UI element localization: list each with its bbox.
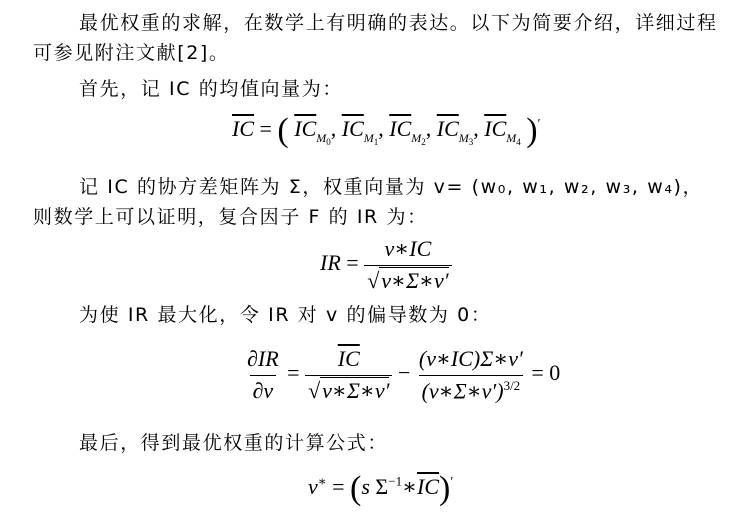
ic-mean-component: $\overline{IC}_{M_3}$: [436, 116, 474, 147]
paragraph-optimal: 最后，得到最优权重的计算公式：: [79, 432, 389, 454]
ic-mean-component: $\overline{IC}_{M_1}$: [341, 116, 379, 147]
paragraph-intro: 最优权重的求解，在数学上有明确的表达。以下为简要介绍，详细过程可参见附注文献[2]。: [33, 12, 718, 64]
equation-derivative: $\frac{\partial IR}{\partial v}$ = $\frac{\overline{IC}}{√v∗\Sigma∗v'}$ − $\frac{(v∗IC)\Sigma∗v'}{(v∗\Sigma∗v')^{3/2}}$ = 0: [244, 346, 560, 404]
ir-eq: =: [346, 250, 359, 276]
derivative-term2: $\frac{(v∗IC)\Sigma∗v'}{(v∗\Sigma∗v')^{3/2}}$: [418, 346, 523, 404]
ic-mean-component: $\overline{IC}_{M_0}$: [294, 116, 331, 147]
transpose-mark: ′: [537, 115, 541, 131]
paragraph-derivative: 为使 IR 最大化，令 IR 对 v 的偏导数为 0：: [79, 304, 492, 326]
ir-denominator: √v∗Σ∗v′: [364, 265, 451, 294]
derivative-lhs: $\frac{\partial IR}{\partial v}$: [247, 346, 279, 404]
derivative-result: 0: [549, 360, 561, 386]
paragraph-covariance: 记 IC 的协方差矩阵为 Σ，权重向量为 v= (w₀, w₁, w₂, w₃, w₄)，则数学上可以证明，复合因子 F 的 IR 为：: [33, 176, 704, 228]
ir-numerator: v∗IC: [384, 236, 432, 261]
ic-mean-eq: =: [259, 116, 272, 141]
equation-optimal: v∗ = (s $\Sigma^{-1}∗\overline{IC})'$: [308, 470, 454, 507]
equation-ic-mean: $\overline{IC}$ = ( $\overline{IC}_{M_0}$, $\overline{IC}_{M_1}$, $\overline{IC}_{M_2}$, $\overline{IC}_{M_3}$, $\overline{IC}_{M_4}$ )′: [232, 112, 541, 149]
ir-lhs: IR: [320, 250, 341, 276]
ir-fraction: [364, 236, 451, 294]
ic-mean-lparen: (: [277, 112, 289, 149]
ic-mean-rparen: ): [526, 112, 538, 149]
ic-mean-component: $\overline{IC}_{M_2}$: [389, 116, 426, 147]
ic-mean-lhs: $\overline{IC}$: [232, 116, 254, 141]
paragraph-mean-vector: 首先，记 IC 的均值向量为：: [79, 78, 343, 100]
ic-mean-component: $\overline{IC}_{M_4}$: [484, 116, 521, 147]
derivative-term1: $\frac{\overline{IC}}{√v∗\Sigma∗v'}$: [305, 346, 392, 404]
equation-ir: [320, 236, 452, 294]
